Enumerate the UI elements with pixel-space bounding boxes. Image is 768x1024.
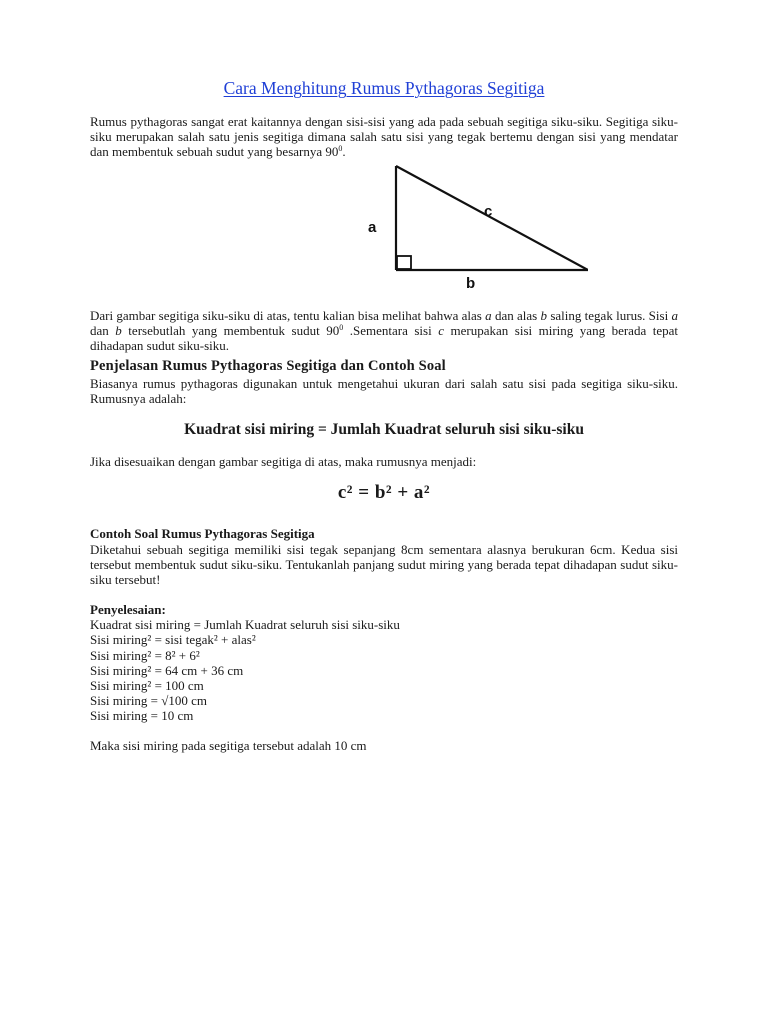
section-paragraph: Biasanya rumus pythagoras digunakan untuk mengetahui ukuran dari salah satu sisi pada segitiga siku-siku. Rumusnya adalah:	[90, 376, 678, 407]
intro-end: .	[342, 144, 346, 160]
section-heading: Penjelasan Rumus Pythagoras Segitiga dan Contoh Soal	[90, 358, 446, 374]
solution-heading: Penyelesaian:	[90, 602, 166, 617]
adjust-paragraph: Jika disesuaikan dengan gambar segitiga di atas, maka rumusnya menjadi:	[90, 454, 477, 469]
label-a: a	[368, 219, 377, 236]
solution-line: Sisi miring² = 64 cm + 36 cm	[90, 662, 244, 678]
solution-line: Sisi miring = 10 cm	[90, 708, 194, 724]
var-b: b	[115, 323, 122, 339]
text-span: saling tegak lurus. Sisi	[547, 308, 672, 323]
formula-equation: c² = b² + a²	[337, 482, 431, 503]
solution-line: Kuadrat sisi miring = Jumlah Kuadrat seluruh sisi siku-siku	[90, 617, 400, 633]
page-title[interactable]: Cara Menghitung Rumus Pythagoras Segitiga	[223, 78, 545, 98]
text-span: tersebutlah yang membentuk sudut 90	[121, 323, 340, 339]
solution-line: Sisi miring = √100 cm	[90, 693, 208, 709]
text-span: Dari gambar segitiga siku-siku di atas, tentu kalian bisa melihat bahwa alas	[90, 308, 486, 323]
solution-block	[90, 602, 678, 724]
example-heading: Contoh Soal Rumus Pythagoras Segitiga	[90, 526, 315, 541]
text-span: dan alas	[491, 308, 541, 323]
text-span: .Sementara sisi	[343, 323, 439, 339]
right-angle-marker	[397, 256, 411, 269]
right-triangle-figure	[358, 158, 588, 292]
intro-paragraph	[90, 114, 678, 160]
text-span: dan	[90, 323, 116, 339]
formula-text: Kuadrat sisi miring = Jumlah Kuadrat seluruh sisi siku-siku	[184, 421, 584, 438]
degree-superscript: 0	[339, 323, 344, 333]
label-c: c	[484, 203, 493, 220]
label-b: b	[466, 275, 476, 292]
example-paragraph: Diketahui sebuah segitiga memiliki sisi tegak sepanjang 8cm sementara alasnya berukuran 6cm. Kedua sisi tersebut membentuk sudut siku-siku. Tentukanlah panjang sudut miring yang berada tepat dihadapan sudut siku-siku tersebut!	[90, 542, 678, 588]
var-a: a	[671, 308, 678, 323]
text-span: merupakan sisi miring yang berada tepat dihadapan sudut siku-siku.	[90, 323, 678, 354]
var-b: b	[540, 308, 548, 323]
solution-line: Sisi miring² = sisi tegak² + alas²	[90, 632, 256, 648]
degree-superscript: 0	[338, 144, 343, 154]
var-c: c	[438, 323, 444, 339]
solution-line: Sisi miring² = 8² + 6²	[90, 647, 200, 663]
var-a: a	[485, 308, 492, 323]
intro-text: Rumus pythagoras sangat erat kaitannya dengan sisi-sisi yang ada pada sebuah segitiga siku-siku. Segitiga siku-siku merupakan salah satu jenis segitiga dimana salah satu sisi yang tegak bertemu dengan sisi yang mendatar dan membentuk sebuah sudut yang besarnya 90	[90, 114, 678, 160]
figure-explanation-paragraph	[90, 308, 678, 354]
solution-line: Sisi miring² = 100 cm	[90, 678, 204, 694]
conclusion-paragraph: Maka sisi miring pada segitiga tersebut adalah 10 cm	[90, 738, 367, 753]
